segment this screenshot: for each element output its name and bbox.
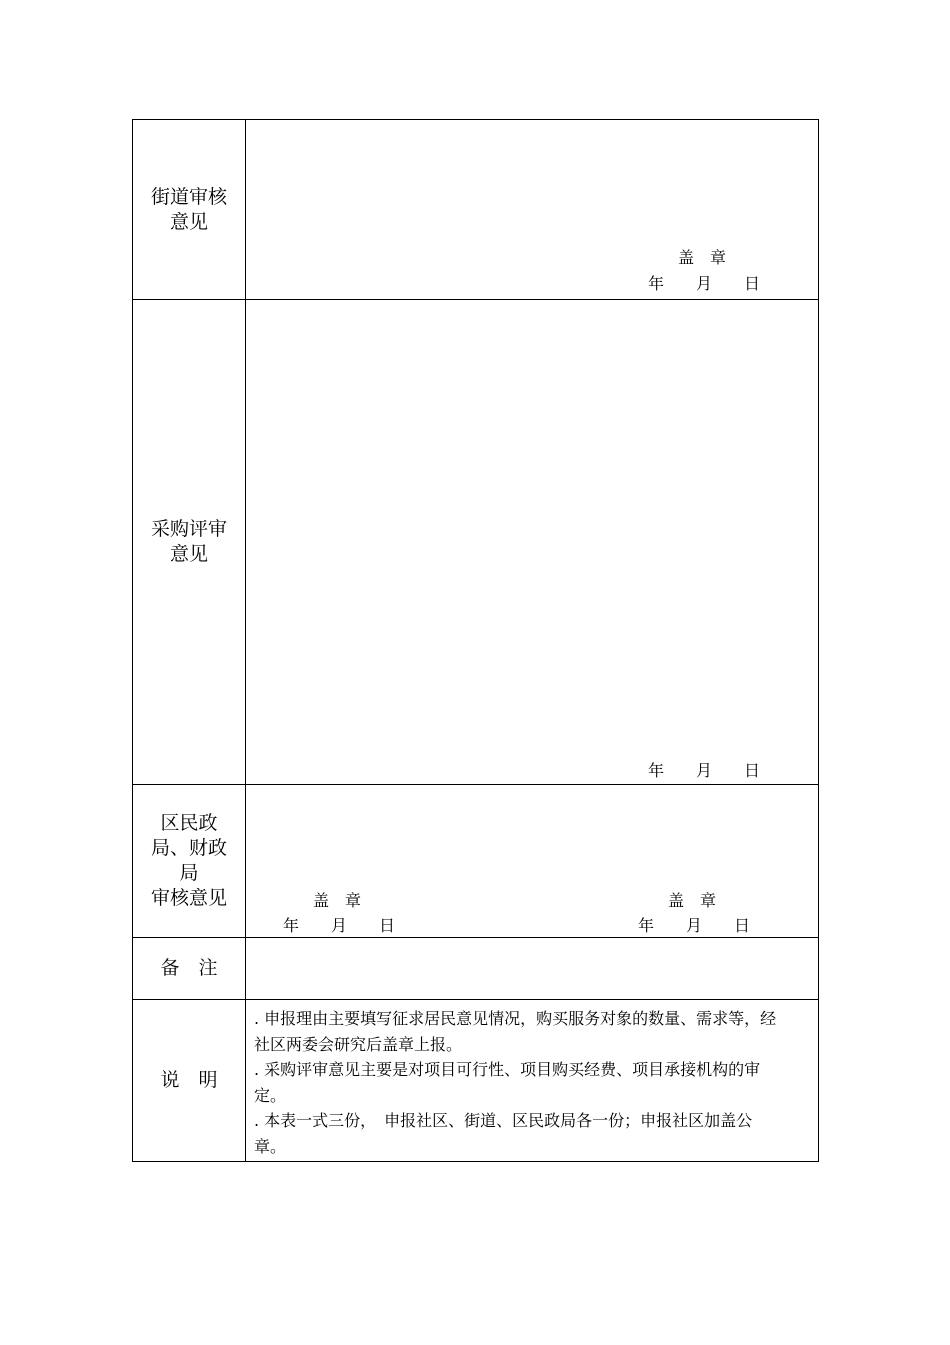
district-review-label-line3: 局 bbox=[179, 862, 199, 884]
procurement-date-text: 年 月 日 bbox=[648, 761, 761, 780]
procurement-review-opinion-cell[interactable] bbox=[246, 300, 818, 784]
finance-seal-text: 盖 章 bbox=[668, 891, 717, 910]
district-review-label-line1: 区民政 bbox=[160, 812, 218, 834]
district-review-opinion-cell[interactable] bbox=[246, 785, 818, 937]
notes-label bbox=[133, 1000, 246, 1161]
note-item-2: . 采购评审意见主要是对项目可行性、项目购买经费、项目承接机构的审定。 bbox=[254, 1060, 761, 1105]
street-review-label-line2: 意见 bbox=[169, 210, 208, 233]
procurement-review-label-line2: 意见 bbox=[169, 543, 208, 565]
district-review-label-line4: 审核意见 bbox=[150, 887, 227, 909]
remarks-row bbox=[133, 937, 818, 999]
street-review-label bbox=[133, 120, 246, 299]
procurement-review-label bbox=[133, 300, 246, 784]
procurement-review-label-line1: 采购评审 bbox=[150, 518, 227, 540]
remarks-label-text: 备 注 bbox=[160, 957, 218, 979]
notes-label-text: 说 明 bbox=[160, 1069, 218, 1091]
note-item-1: . 申报理由主要填写征求居民意见情况，购买服务对象的数量、需求等，经社区两委会研究后盖章上报。 bbox=[254, 1009, 777, 1054]
street-review-label-line1: 街道审核 bbox=[150, 185, 227, 208]
approval-form-table bbox=[132, 119, 819, 1162]
street-seal-text: 盖 章 bbox=[678, 248, 727, 267]
district-review-label bbox=[133, 785, 246, 937]
remarks-content-cell[interactable] bbox=[246, 938, 818, 999]
remarks-label bbox=[133, 938, 246, 999]
finance-date-text: 年 月 日 bbox=[638, 916, 751, 935]
procurement-review-row bbox=[133, 299, 818, 784]
note-item-3: . 本表一式三份， 申报社区、街道、区民政局各一份；申报社区加盖公章。 bbox=[254, 1111, 753, 1156]
district-review-label-line2: 局、财政 bbox=[150, 837, 227, 859]
civil-affairs-seal-text: 盖 章 bbox=[313, 891, 362, 910]
notes-list bbox=[254, 1006, 784, 1159]
street-review-row bbox=[133, 120, 818, 299]
notes-content-cell bbox=[246, 1000, 818, 1161]
civil-affairs-date-text: 年 月 日 bbox=[283, 916, 396, 935]
notes-row bbox=[133, 999, 818, 1161]
street-date-text: 年 月 日 bbox=[648, 274, 761, 293]
street-review-opinion-cell[interactable] bbox=[246, 120, 818, 299]
district-review-row bbox=[133, 784, 818, 937]
